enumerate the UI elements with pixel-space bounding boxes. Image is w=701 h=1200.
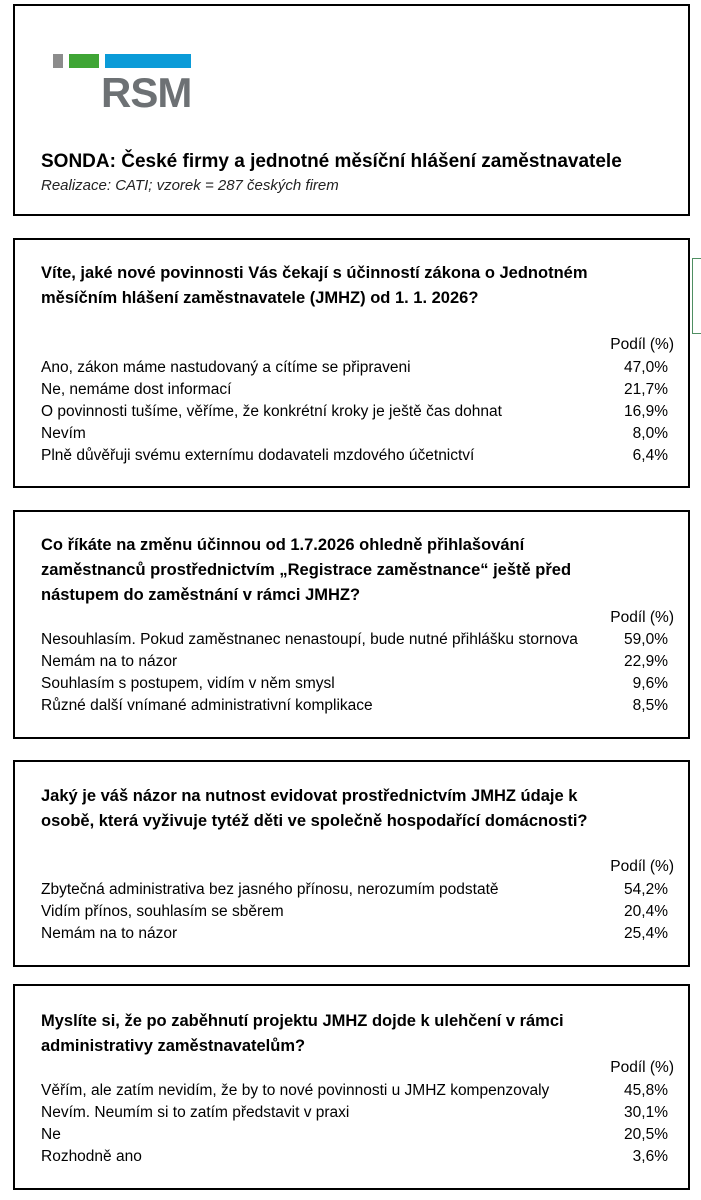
answer-row (41, 445, 668, 467)
survey-subtitle: Realizace: CATI; vzorek = 287 českých firem (41, 177, 339, 194)
answer-value: 8,0% (632, 425, 668, 442)
answer-label: Nesouhlasím. Pokud zaměstnanec nenastoupí, bude nutné přihlášku stornova (41, 631, 578, 648)
share-column-header: Podíl (%) (610, 336, 674, 353)
answer-label: Nemám na to názor (41, 653, 178, 670)
share-column-header: Podíl (%) (610, 1059, 674, 1076)
answer-value: 59,0% (624, 631, 668, 648)
question-block-2 (13, 510, 690, 739)
answer-row (41, 695, 668, 717)
answer-value: 6,4% (632, 447, 668, 464)
answer-value: 30,1% (624, 1104, 668, 1121)
question-text: Myslíte si, že po zaběhnutí projektu JMHZ dojde k ulehčení v rámci administrativy zaměstnavatelům? (41, 1012, 564, 1055)
answer-value: 45,8% (624, 1082, 668, 1099)
answer-row (41, 901, 668, 923)
answer-list (41, 357, 668, 467)
answer-label: Vidím přínos, souhlasím se sběrem (41, 903, 284, 920)
logo-blue-bar (105, 54, 191, 68)
answer-label: Ne, nemáme dost informací (41, 381, 232, 398)
answer-row (41, 357, 668, 379)
answer-value: 20,5% (624, 1126, 668, 1143)
answer-value: 16,9% (624, 403, 668, 420)
answer-label: Zbytečná administrativa bez jasného přínosu, nerozumím podstatě (41, 881, 499, 898)
answer-value: 20,4% (624, 903, 668, 920)
answer-row (41, 1146, 668, 1168)
answer-row (41, 1080, 668, 1102)
answer-value: 3,6% (632, 1148, 668, 1165)
answer-label: Různé další vnímané administrativní komplikace (41, 697, 373, 714)
question-text: Jaký je váš názor na nutnost evidovat prostřednictvím JMHZ údaje k osobě, která vyživuje tytéž děti ve společně hospodařící domácnosti? (41, 787, 588, 830)
answer-label: Rozhodně ano (41, 1148, 142, 1165)
logo-gray-bar (53, 54, 63, 68)
answer-row (41, 379, 668, 401)
logo-green-bar (69, 54, 99, 68)
survey-title: SONDA: České firmy a jednotné měsíční hlášení zaměstnavatele (41, 151, 622, 172)
answer-value: 22,9% (624, 653, 668, 670)
answer-list (41, 1080, 668, 1168)
answer-row (41, 1124, 668, 1146)
answer-label: Souhlasím s postupem, vidím v něm smysl (41, 675, 335, 692)
answer-value: 9,6% (632, 675, 668, 692)
share-column-header: Podíl (%) (610, 609, 674, 626)
question-block-1 (13, 238, 690, 488)
answer-row (41, 673, 668, 695)
answer-row (41, 401, 668, 423)
answer-row (41, 629, 668, 651)
answer-value: 8,5% (632, 697, 668, 714)
question-block-3 (13, 760, 690, 967)
answer-row (41, 423, 668, 445)
decorative-bracket (692, 258, 701, 334)
question-block-4 (13, 984, 690, 1190)
answer-row (41, 1102, 668, 1124)
answer-label: Nevím (41, 425, 86, 442)
answer-label: O povinnosti tušíme, věříme, že konkrétní kroky je ještě čas dohnat (41, 403, 502, 420)
answer-value: 47,0% (624, 359, 668, 376)
answer-row (41, 651, 668, 673)
answer-label: Nevím. Neumím si to zatím představit v praxi (41, 1104, 350, 1121)
answer-label: Ne (41, 1126, 61, 1143)
question-text: Víte, jaké nové povinnosti Vás čekají s účinností zákona o Jednotném měsíčním hlášení zaměstnavatele (JMHZ) od 1. 1. 2026? (41, 264, 588, 307)
answer-value: 25,4% (624, 925, 668, 942)
answer-value: 54,2% (624, 881, 668, 898)
answer-row (41, 879, 668, 901)
answer-value: 21,7% (624, 381, 668, 398)
answer-list (41, 879, 668, 945)
answer-row (41, 923, 668, 945)
survey-header (13, 4, 690, 216)
logo-text: RSM (101, 69, 192, 116)
answer-label: Věřím, ale zatím nevidím, že by to nové povinnosti u JMHZ kompenzovaly (41, 1082, 550, 1099)
answer-list (41, 629, 668, 717)
question-text: Co říkáte na změnu účinnou od 1.7.2026 ohledně přihlašování zaměstnanců prostřednictvím „Registrace zaměstnance“ ještě před nástupem do zaměstnání v rámci JMHZ? (41, 536, 572, 604)
answer-label: Plně důvěřuji svému externímu dodavateli mzdového účetnictví (41, 447, 475, 464)
share-column-header: Podíl (%) (610, 858, 674, 875)
answer-label: Nemám na to názor (41, 925, 178, 942)
answer-label: Ano, zákon máme nastudovaný a cítíme se připraveni (41, 359, 411, 376)
